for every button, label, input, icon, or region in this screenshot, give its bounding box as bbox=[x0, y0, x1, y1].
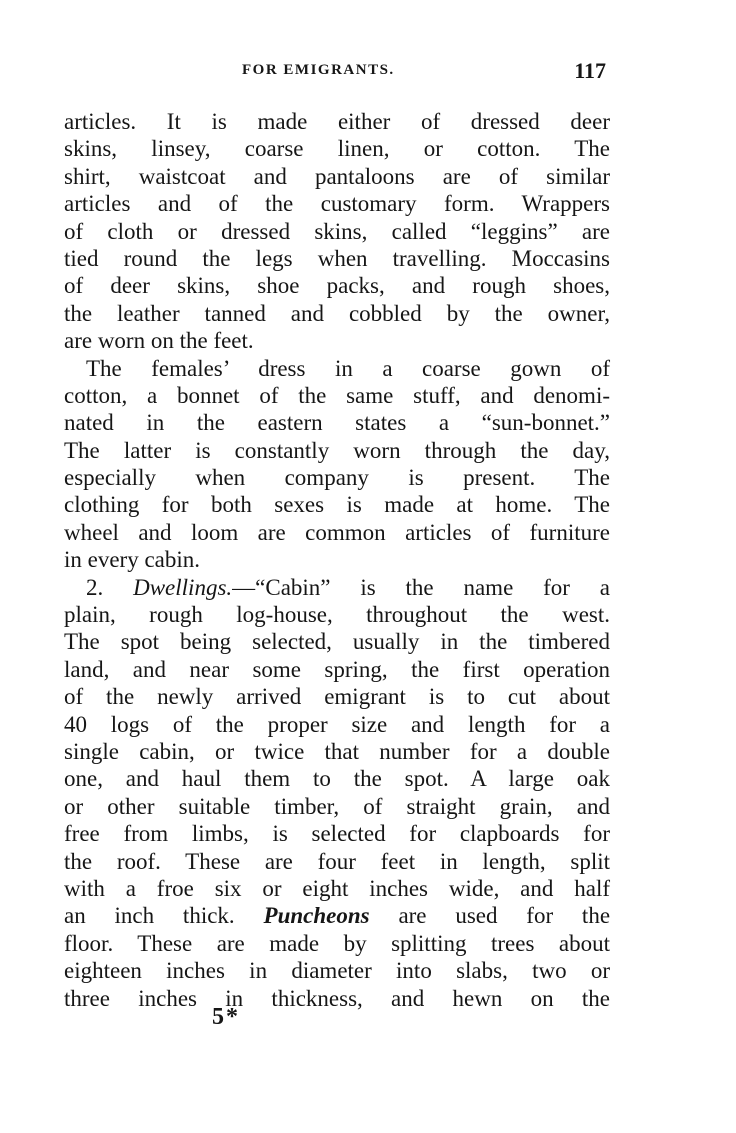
text-line: The spot being selected, usually in the timbered bbox=[64, 629, 610, 655]
signature-mark: 5* bbox=[212, 1004, 240, 1030]
text-line: shirt, waistcoat and pantaloons are of similar bbox=[64, 163, 610, 189]
text-line: or other suitable timber, of straight grain, and bbox=[64, 793, 610, 819]
puncheons-line bbox=[64, 902, 610, 929]
section-number: 2. bbox=[86, 574, 104, 600]
text-line: of deer skins, shoe packs, and rough shoes, bbox=[64, 273, 610, 299]
text-line: are worn on the feet. bbox=[64, 328, 254, 354]
text-segment: an inch thick. bbox=[64, 903, 235, 929]
text-line: single cabin, or twice that number for a double bbox=[64, 738, 610, 764]
section-heading-rest: —“Cabin” is the name for a bbox=[232, 574, 611, 600]
text-line: eighteen inches in diameter into slabs, two or bbox=[64, 958, 610, 984]
running-title: FOR EMIGRANTS. bbox=[242, 62, 395, 78]
text-line: wheel and loom are common articles of furniture bbox=[64, 519, 610, 545]
section-heading-line bbox=[64, 574, 610, 601]
emphasized-term: Puncheons bbox=[263, 903, 370, 929]
text-line: of cloth or dressed skins, called “leggins” are bbox=[64, 218, 610, 244]
text-segment: are used for the bbox=[398, 903, 611, 929]
text-line: clothing for both sexes is made at home. The bbox=[64, 492, 610, 518]
text-line: skins, linsey, coarse linen, or cotton. The bbox=[64, 136, 610, 162]
text-line: the leather tanned and cobbled by the owner, bbox=[64, 300, 610, 326]
text-line: floor. These are made by splitting trees about bbox=[64, 930, 610, 956]
text-line: of the newly arrived emigrant is to cut about bbox=[64, 684, 610, 710]
section-heading: Dwellings. bbox=[133, 574, 233, 600]
text-line: the roof. These are four feet in length, split bbox=[64, 848, 610, 874]
text-line: 40 logs of the proper size and length for a bbox=[64, 711, 610, 737]
text-line: The latter is constantly worn through the day, bbox=[64, 437, 610, 463]
text-line: tied round the legs when travelling. Moccasins bbox=[64, 245, 610, 271]
body-text bbox=[64, 108, 610, 1012]
text-line: especially when company is present. The bbox=[64, 465, 610, 491]
text-line: plain, rough log-house, throughout the west. bbox=[64, 602, 610, 628]
text-line: The females’ dress in a coarse gown of bbox=[86, 355, 610, 381]
text-line: with a froe six or eight inches wide, and half bbox=[64, 875, 610, 901]
text-line: articles and of the customary form. Wrappers bbox=[64, 191, 610, 217]
text-line: articles. It is made either of dressed deer bbox=[64, 109, 610, 134]
text-line: nated in the eastern states a “sun-bonnet.” bbox=[64, 410, 610, 436]
text-line: land, and near some spring, the first operation bbox=[64, 656, 610, 682]
text-line: cotton, a bonnet of the same stuff, and denomi- bbox=[64, 382, 610, 408]
text-line: free from limbs, is selected for clapboards for bbox=[64, 821, 610, 847]
running-header bbox=[62, 58, 614, 88]
text-line: three inches in thickness, and hewn on the bbox=[64, 985, 610, 1011]
text-line: one, and haul them to the spot. A large oak bbox=[64, 766, 610, 792]
text-line: in every cabin. bbox=[64, 547, 201, 573]
page-number: 117 bbox=[574, 58, 606, 83]
